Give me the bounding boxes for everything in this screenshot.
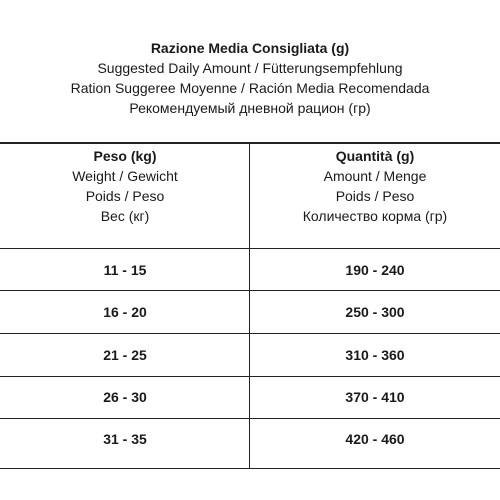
header-subtitle-1: Suggested Daily Amount / Fütterungsempfehlung: [97, 60, 403, 76]
table-row: [0, 387, 500, 407]
quantity-cell: 310 - 360: [345, 347, 405, 363]
quantity-column-title: Quantità (g): [335, 148, 415, 164]
quantity-column-header: [250, 146, 500, 226]
row-divider: [0, 333, 500, 334]
table-row: [0, 260, 500, 280]
row-divider: [0, 418, 500, 419]
weight-cell: 16 - 20: [103, 304, 147, 320]
weight-column-label-2: Poids / Peso: [85, 188, 165, 204]
weight-cell: 11 - 15: [103, 262, 147, 278]
weight-column-header: [0, 146, 250, 226]
quantity-cell: 190 - 240: [345, 262, 405, 278]
quantity-column-label-1: Amount / Menge: [323, 168, 427, 184]
header-bottom-border: [0, 248, 500, 249]
feeding-guide-header: [0, 38, 500, 118]
row-divider: [0, 376, 500, 377]
weight-cell: 21 - 25: [103, 347, 147, 363]
table-row: [0, 429, 500, 449]
table-top-border: [0, 142, 500, 144]
quantity-column-label-3: Количество корма (гр): [302, 208, 448, 224]
feeding-guide-title: Razione Media Consigliata (g): [150, 40, 350, 56]
row-divider: [0, 290, 500, 291]
quantity-cell: 370 - 410: [345, 389, 405, 405]
quantity-column-label-2: Poids / Peso: [335, 188, 415, 204]
weight-cell: 31 - 35: [103, 431, 147, 447]
weight-column-label-3: Вес (кг): [100, 208, 150, 224]
table-row: [0, 345, 500, 365]
weight-cell: 26 - 30: [103, 389, 147, 405]
table-bottom-border: [0, 468, 500, 469]
table-row: [0, 302, 500, 322]
weight-column-label-1: Weight / Gewicht: [72, 168, 178, 184]
header-subtitle-2: Ration Suggeree Moyenne / Ración Media Recomendada: [70, 80, 430, 96]
header-subtitle-3: Рекомендуемый дневной рацион (гр): [129, 100, 371, 116]
quantity-cell: 420 - 460: [345, 431, 405, 447]
weight-column-title: Peso (kg): [93, 148, 157, 164]
quantity-cell: 250 - 300: [345, 304, 405, 320]
